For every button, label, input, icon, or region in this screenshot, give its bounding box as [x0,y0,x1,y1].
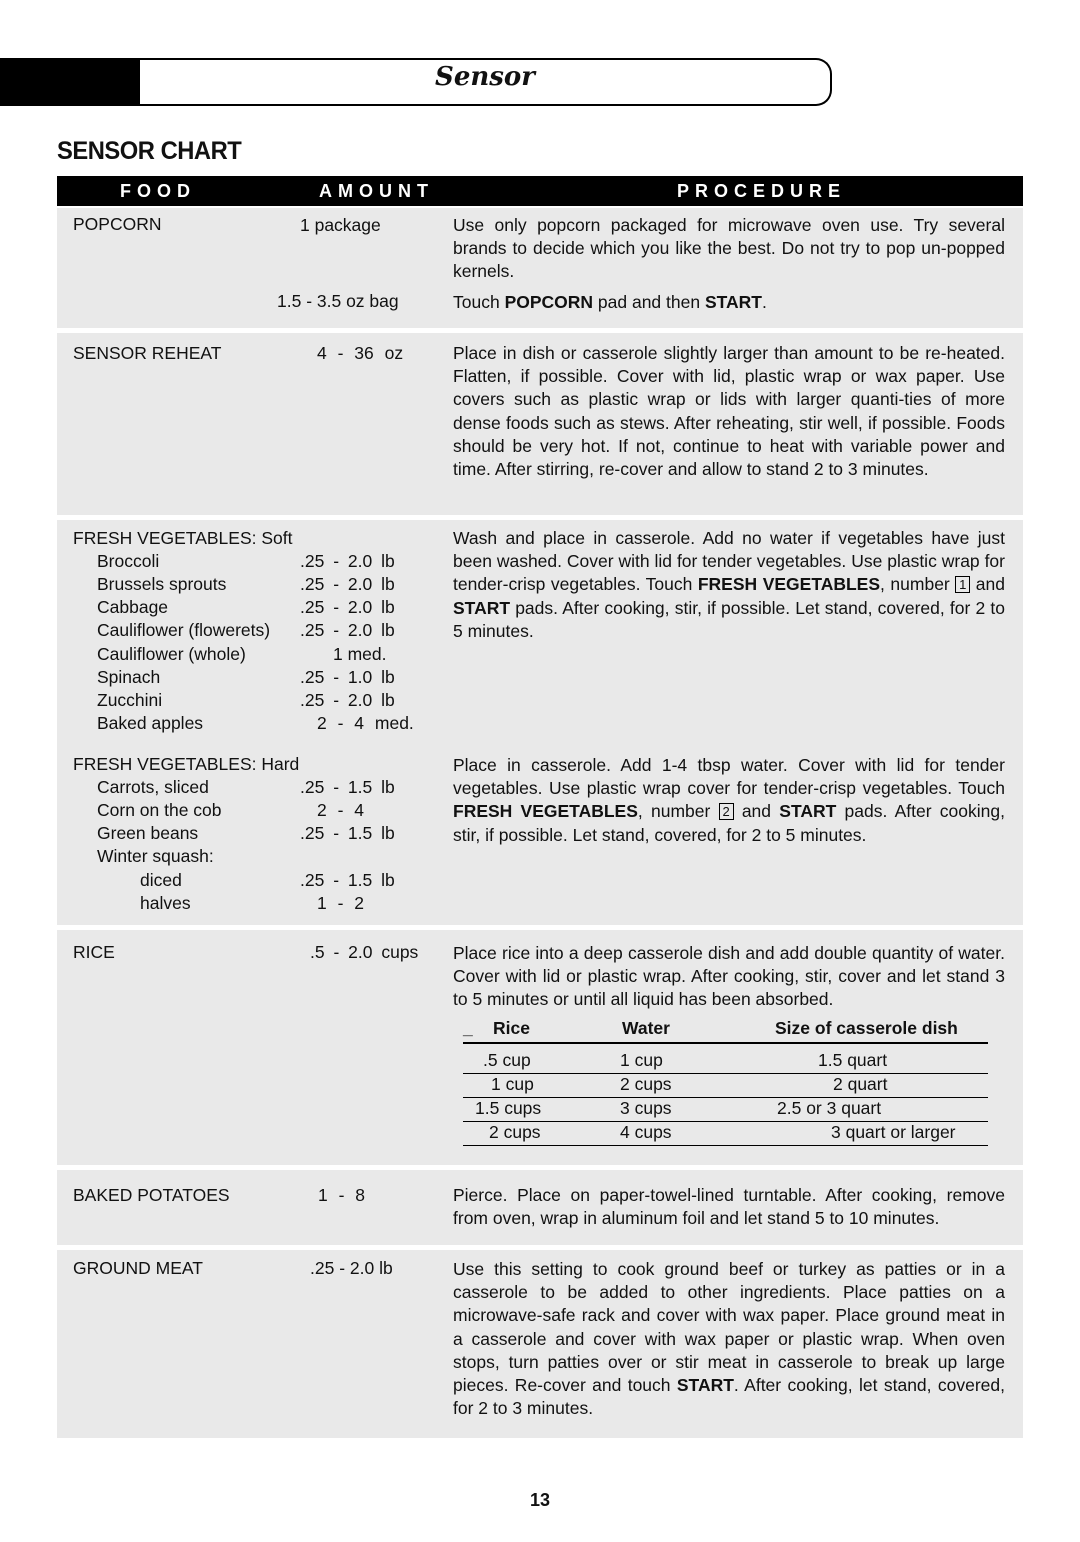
veg-name: Carrots, sliced [97,777,209,797]
rice-cell: .5 cup [483,1050,531,1070]
number-pad-2: 2 [719,803,734,820]
procedure-sensor-reheat: Place in dish or casserole slightly larger than amount to be re-heated. Flatten, if possible. Cover with lid, plastic wrap or wax paper. Use covers such as plastic wrap or lids with larger quanti-ties of more dense foods such as stews. After reheating, stir well, if possible. Foods should be very hot. If not, continue to heat with variable power and time. After stirring, re-cover and allow to stand 2 to 3 minutes. [453,343,1005,480]
water-cell: 3 cups [620,1098,672,1118]
rice-header-dish: Size of casserole dish [775,1018,958,1038]
veg-name: Baked apples [97,713,204,733]
veg-amount: 1 med. [333,644,387,664]
procedure-fresh-vegetables-hard: Place in casserole. Add 1-4 tbsp water. Cover with lid for tender vegetables. Use plastic wrap cover for tender-crisp vegetables. Touch FRESH VEGETABLES, number 2 and START pads. After cooking, stir, if possible. Let stand, covered, for 2 to 5 minutes. [453,755,1005,845]
column-header-amount: AMOUNT [319,181,434,201]
food-baked-potatoes: BAKED POTATOES [73,1185,230,1205]
page-number: 13 [529,1490,551,1510]
veg-name: Brussels sprouts [97,574,227,594]
column-header-food: FOOD [120,181,196,201]
table-header [57,176,1023,206]
water-cell: 1 cup [620,1050,663,1070]
procedure-ground-meat: Use this setting to cook ground beef or turkey as patties or in a casserole to be added to other ingredients. Place patties on a microwave-safe rack and cover with wax paper. Place ground meat in a casserole and cover with wax paper or plastic wrap. When oven stops, turn patties over or stir meat in casserole to break up large pieces. Re-cover and touch START. After cooking, let stand, covered, for 2 to 3 minutes. [453,1259,1005,1419]
veg-amount: .25 - 2.0 lb [300,597,395,617]
veg-amount: .25 - 2.0 lb [300,574,395,594]
food-sensor-reheat: SENSOR REHEAT [73,343,222,363]
procedure-baked-potatoes: Pierce. Place on paper-towel-lined turntable. After cooking, remove from oven, wrap in aluminum foil and let stand 5 to 10 minutes. [453,1185,1005,1229]
table-row [463,1097,988,1122]
food-rice: RICE [73,942,115,962]
veg-amount: .25 - 1.5 lb [300,823,395,843]
rice-cell: 1.5 cups [475,1098,542,1118]
veg-name: Cabbage [97,597,169,617]
veg-name: Broccoli [97,551,160,571]
veg-amount: .25 - 2.0 lb [300,620,395,640]
amount-popcorn-1: 1 package [300,215,381,235]
amount-ground-meat: .25 - 2.0 lb [310,1258,393,1278]
chart-title: SENSOR CHART [57,137,242,165]
amount-sensor-reheat: 4 - 36 oz [317,343,404,363]
heading-fresh-vegetables-hard: FRESH VEGETABLES: Hard [73,754,300,774]
amount-baked-potatoes: 1 - 8 [318,1185,366,1205]
veg-name: Corn on the cob [97,800,222,820]
veg-name: Cauliflower (flowerets) [97,620,271,640]
veg-amount: .25 - 1.0 lb [300,667,395,687]
rice-cell: 2 cups [489,1122,541,1142]
rice-header-rice: Rice [493,1018,530,1038]
veg-name: Winter squash: [97,846,214,866]
rice-cell: 1 cup [491,1074,534,1094]
heading-fresh-vegetables-soft: FRESH VEGETABLES: Soft [73,528,293,548]
rice-table-header [463,1018,988,1044]
water-cell: 2 cups [620,1074,672,1094]
table-row [463,1073,988,1098]
food-popcorn: POPCORN [73,214,162,234]
veg-name: halves [140,893,191,913]
number-pad-1: 1 [955,576,970,593]
procedure-popcorn: Use only popcorn packaged for microwave oven use. Try several brands to decide which you like the best. Do not try to pop un-popped kernels. [453,215,1005,282]
table-row [463,1049,988,1074]
section-tab-marker [0,58,140,106]
water-cell: 4 cups [620,1122,672,1142]
rice-table-bullet: _ [463,1018,473,1038]
amount-rice: .5 - 2.0 cups [310,942,419,962]
veg-name: Cauliflower (whole) [97,644,246,664]
veg-amount: .25 - 2.0 lb [300,690,395,710]
procedure-popcorn-touch: Touch POPCORN pad and then START. [453,292,767,312]
column-header-procedure: PROCEDURE [677,181,847,201]
dish-cell: 2.5 or 3 quart [777,1098,882,1118]
veg-amount: 2 - 4 [317,800,365,820]
food-ground-meat: GROUND MEAT [73,1258,203,1278]
procedure-rice: Place rice into a deep casserole dish and add double quantity of water. Cover with lid or plastic wrap. After cooking, stir, cover and let stand 3 to 5 minutes or until all liquid has been absorbed. [453,943,1005,1010]
rice-header-water: Water [622,1018,670,1038]
dish-cell: 2 quart [833,1074,888,1094]
veg-amount: 2 - 4 med. [317,713,414,733]
veg-amount: .25 - 1.5 lb [300,777,395,797]
amount-popcorn-2: 1.5 - 3.5 oz bag [277,291,399,311]
veg-amount: 1 - 2 [317,893,365,913]
veg-name: Zucchini [97,690,163,710]
veg-amount: .25 - 1.5 lb [300,870,395,890]
veg-name: Green beans [97,823,199,843]
procedure-fresh-vegetables-soft: Wash and place in casserole. Add no water if vegetables have just been washed. Cover with lid for tender vegetables. Use plastic wrap for tender-crisp vegetables. Touch FRESH VEGETABLES, number 1 and START pads. After cooking, stir, if possible. Let stand, covered, for 2 to 5 minutes. [453,528,1005,641]
section-title: Sensor [435,62,535,92]
table-row [463,1121,988,1146]
dish-cell: 1.5 quart [818,1050,888,1070]
dish-cell: 3 quart or larger [831,1122,956,1142]
veg-name: diced [140,870,182,890]
veg-amount: .25 - 2.0 lb [300,551,395,571]
veg-name: Spinach [97,667,161,687]
